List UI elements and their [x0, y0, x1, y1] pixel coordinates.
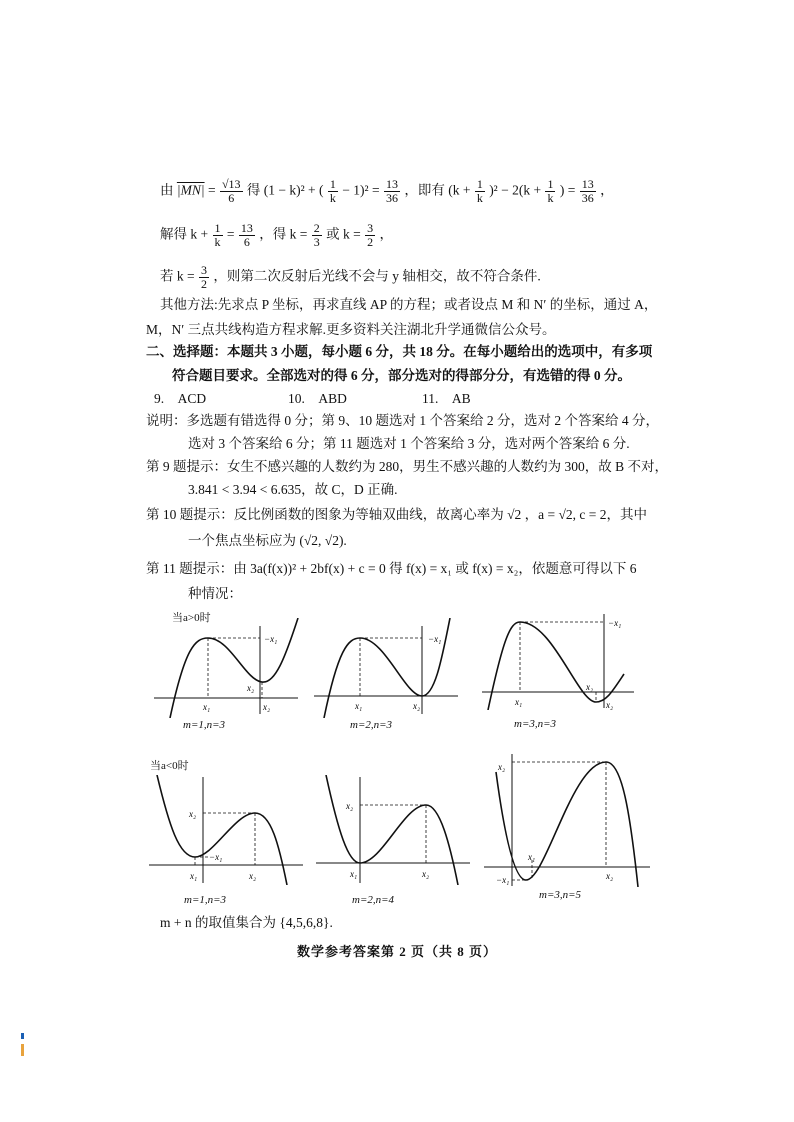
label-x2: x₂ [606, 700, 614, 710]
solution-line-2 [160, 222, 393, 249]
hint-11-line-2: 种情况： [188, 586, 242, 601]
hint-10-line-2: 一个焦点坐标应为 (√2, √2). [188, 533, 347, 548]
caption-pos-1: m=1,n=3 [183, 719, 226, 731]
section-heading-line-1: 二、选择题：本题共 3 小题，每小题 6 分，共 18 分。在每小题给出的选项中，有多项 [146, 344, 653, 359]
label-x2: x₂ [413, 701, 421, 711]
graph-pos-3 [478, 610, 638, 710]
note-line-2: 选对 3 个答案给 6 分；第 11 题选对 1 个答案给 3 分，选对两个答案给 6 分. [188, 436, 630, 451]
solution-line-3 [160, 264, 541, 291]
fraction: $\frac{1}{k}$ [547, 177, 554, 205]
graph-neg-2 [312, 775, 472, 885]
graph-neg-3 [482, 752, 652, 887]
label-x1: x₁ [350, 869, 358, 879]
label-x2: x₂ [247, 683, 255, 693]
fraction: $\frac{2}{3}$ [313, 221, 320, 249]
label-x2: x₂ [422, 869, 430, 879]
label-x1: x₁ [515, 697, 523, 707]
label-x2: x₂ [498, 762, 506, 772]
label-x1: x₁ [355, 701, 363, 711]
text: ) = [559, 182, 576, 198]
hint-9-line-2: 3.841 < 3.94 < 6.635，故 C，D 正确. [188, 482, 398, 497]
fraction: $\frac{13}{36}$ [581, 177, 594, 205]
graph-pos-2 [310, 618, 460, 718]
label-a-positive: 当a>0时 [172, 612, 211, 624]
text: ， [379, 226, 393, 242]
hint-10-line-1: 第 10 题提示：反比例函数的图象为等轴双曲线，故离心率为 √2 ，a = √2, c = 2，其中 [146, 507, 648, 522]
fraction: $\frac{√13}{6}$ [221, 177, 241, 205]
fraction: $\frac{3}{2}$ [367, 221, 374, 249]
note-line-1: 说明：多选题有错选得 0 分；第 9、10 题选对 1 个答案给 2 分，选对 2 个答案给 4 分， [146, 413, 659, 428]
label-x2: x₂ [249, 871, 257, 881]
solution-line-1 [160, 178, 614, 205]
text: = [226, 226, 235, 242]
caption-neg-2: m=2,n=4 [352, 894, 395, 906]
graph-neg-1 [145, 775, 305, 885]
answer-11: 11. AB [422, 391, 471, 406]
text: 由 [160, 182, 174, 198]
label-x1: x₁ [190, 871, 198, 881]
left-edge-marker-orange [21, 1044, 24, 1056]
hint-11-line-1: 第 11 题提示：由 3a(f(x))² + 2bf(x) + c = 0 得 f(x) = x₁ 或 f(x) = x₂，依题意可得以下 6 [146, 561, 637, 576]
text: 或 k = [326, 226, 361, 242]
caption-pos-3: m=3,n=3 [514, 718, 557, 730]
label-x2: x₂ [586, 682, 594, 692]
label-a-negative: 当a<0时 [150, 760, 189, 772]
fraction: $\frac{3}{2}$ [201, 263, 207, 291]
text: 若 k = [160, 268, 195, 284]
text: ，则第二次反射后光线不会与 y 轴相交，故不符合条件. [213, 268, 541, 284]
graph-pos-1 [150, 618, 300, 718]
caption-neg-1: m=1,n=3 [184, 894, 227, 906]
label-x2: x₂ [606, 871, 614, 881]
text: = [207, 182, 216, 198]
section-heading-line-2: 符合题目要求。全部选对的得 6 分，部分选对的得部分分，有选错的得 0 分。 [172, 368, 631, 383]
answer-10: 10. ABD [288, 391, 347, 406]
caption-pos-2: m=2,n=3 [350, 719, 393, 731]
hint-9-line-1: 第 9 题提示：女生不感兴趣的人数约为 280，男生不感兴趣的人数约为 300，故 B 不对， [146, 459, 669, 474]
label-x2: x₂ [346, 801, 354, 811]
text: ，即有 (k + [404, 182, 471, 198]
other-method-line-1: 其他方法:先求点 P 坐标，再求直线 AP 的方程；或者设点 M 和 N′ 的坐标，通过 A， [160, 297, 658, 312]
label-neg-x1: −x₁ [496, 875, 510, 885]
label-neg-x1: −x₁ [428, 634, 442, 644]
text: − 1)² = [342, 182, 380, 198]
fraction: $\frac{13}{36}$ [385, 177, 398, 205]
text: ，得 k = [259, 226, 308, 242]
label-x2: x₂ [189, 809, 197, 819]
text: 解得 k + [160, 226, 209, 242]
label-x1: x₁ [203, 702, 211, 712]
caption-neg-3: m=3,n=5 [539, 889, 582, 901]
label-x1: x₁ [528, 852, 536, 862]
fraction: $\frac{13}{6}$ [240, 221, 253, 249]
other-method-line-2: M，N′ 三点共线构造方程求解.更多资料关注湖北升学通微信公众号。 [146, 322, 556, 337]
conclusion-line: m + n 的取值集合为 {4,5,6,8}. [160, 915, 333, 930]
text: )² − 2(k + [489, 182, 542, 198]
left-edge-marker [21, 1033, 24, 1039]
fraction: $\frac{1}{k}$ [476, 177, 483, 205]
page-footer: 数学参考答案第 2 页（共 8 页） [296, 944, 497, 959]
fraction: $\frac{1}{k}$ [214, 221, 221, 249]
label-neg-x1: −x₁ [209, 852, 223, 862]
answer-9: 9. ACD [154, 391, 207, 406]
text: 得 (1 − k)² + ( [246, 182, 324, 198]
text: ， [600, 182, 614, 198]
fraction: $\frac{1}{k}$ [329, 177, 336, 205]
label-x2: x₂ [263, 702, 271, 712]
vector-mn: |MN| [176, 182, 205, 198]
label-neg-x1: −x₁ [608, 618, 622, 628]
label-neg-x1: −x₁ [264, 634, 278, 644]
